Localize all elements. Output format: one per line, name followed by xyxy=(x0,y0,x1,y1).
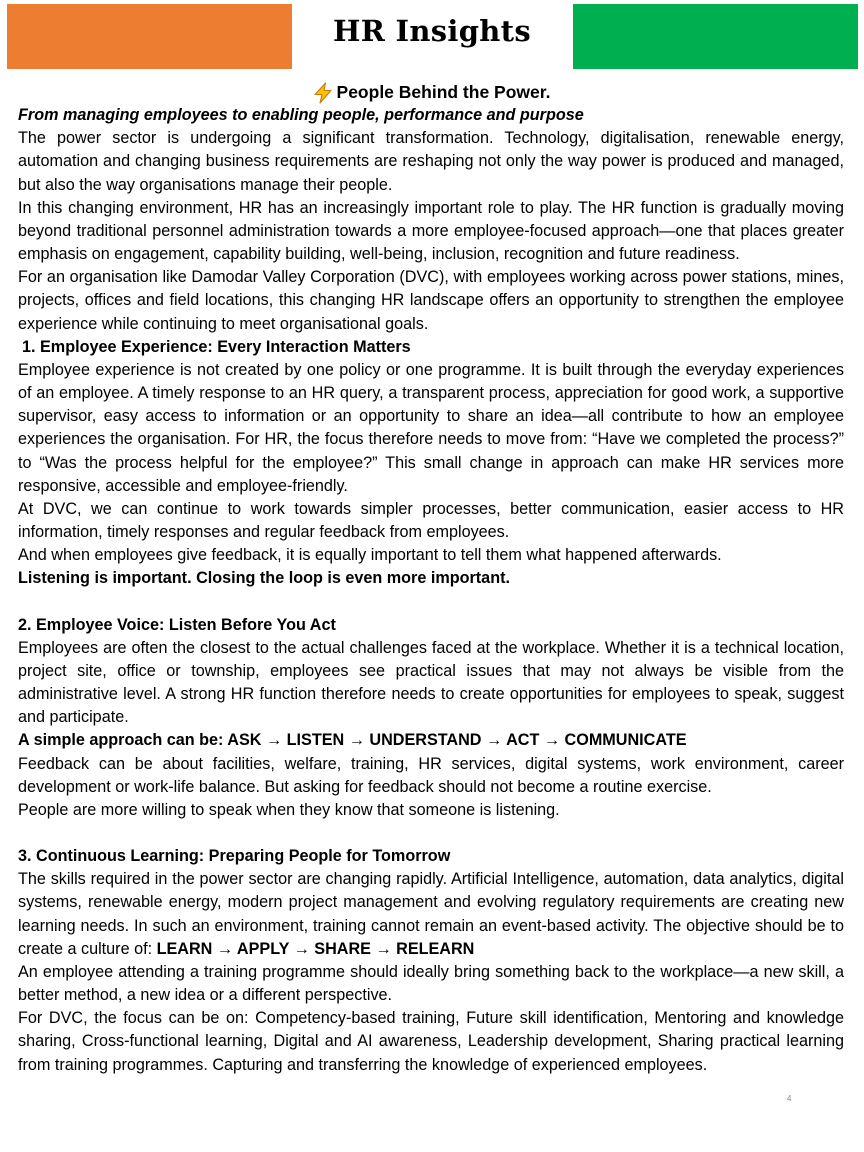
section-spacer xyxy=(18,822,844,845)
section-3-paragraph-1 xyxy=(18,868,844,961)
page-number: 4 xyxy=(787,1094,792,1103)
learning-cycle: LEARN → APPLY → SHARE → RELEARN xyxy=(156,939,475,958)
section-1-heading: 1. Employee Experience: Every Interaction Matters xyxy=(22,337,411,356)
section-2-paragraph-1: Employees are often the closest to the actual challenges faced at the workplace. Whether it is a technical location, project site, office or township, employees see practical issues that may not always be visible from the administrative level. A strong HR function therefore needs to create opportunities for employees to speak, suggest and participate. xyxy=(18,638,844,727)
section-2-approach: A simple approach can be: ASK → LISTEN → UNDERSTAND → ACT → COMMUNICATE xyxy=(18,731,687,750)
lightning-bolt-icon xyxy=(312,82,334,104)
section-3-heading: 3. Continuous Learning: Preparing People for Tomorrow xyxy=(18,847,451,866)
article-title-row xyxy=(18,81,844,104)
section-1-highlight: Listening is important. Closing the loop is even more important. xyxy=(18,569,510,588)
section-spacer xyxy=(18,590,844,613)
intro-paragraph-1: The power sector is undergoing a significant transformation. Technology, digitalisation, renewable energy, automation and changing business requirements are reshaping not only the way power is produced and managed, but also the way organisations manage their people. xyxy=(18,129,844,194)
section-3-paragraph-3: For DVC, the focus can be on: Competency-based training, Future skill identification, Mentoring and knowledge sharing, Cross-functional learning, Digital and AI awareness, Leadership development, Sharing practical learning from training programmes. Capturing and transferring the knowledge of experienced employees. xyxy=(18,1009,844,1074)
intro-paragraph-2: In this changing environment, HR has an increasingly important role to play. The HR function is gradually moving beyond traditional personnel administration towards a more employee-focused approach—one that places greater emphasis on engagement, capability building, well-being, inclusion, recognition and future readiness. xyxy=(18,198,844,264)
section-3-paragraph-1-text: The skills required in the power sector are changing rapidly. Artificial Intelligence, automation, data analytics, digital systems, renewable energy, modern project management and evolving regulatory requirements are creating new learning needs. In such an environment, training cannot remain an event-based activity. The objective should be to create a culture of: xyxy=(18,870,844,958)
section-2-paragraph-2: Feedback can be about facilities, welfare, training, HR services, digital systems, work environment, career development or work-life balance. But asking for feedback should not become a routine exercise. xyxy=(18,754,844,796)
page-title: HR Insights xyxy=(333,14,531,48)
section-1-paragraph-2: At DVC, we can continue to work towards simpler processes, better communication, easier access to HR information, timely responses and regular feedback from employees. xyxy=(18,499,844,541)
article-body xyxy=(18,81,844,1077)
section-2-heading: 2. Employee Voice: Listen Before You Act xyxy=(18,615,336,634)
section-2-paragraph-3: People are more willing to speak when they know that someone is listening. xyxy=(18,800,560,819)
section-1-paragraph-3: And when employees give feedback, it is equally important to tell them what happened afterwards. xyxy=(18,546,722,565)
article-title: People Behind the Power. xyxy=(336,82,551,102)
intro-paragraph-3: For an organisation like Damodar Valley Corporation (DVC), with employees working across power stations, mines, projects, offices and field locations, this changing HR landscape offers an opportunity to strengthen the employee experience while continuing to meet organisational goals. xyxy=(18,268,844,333)
section-1-paragraph-1: Employee experience is not created by one policy or one programme. It is built through the everyday experiences of an employee. A timely response to an HR query, a transparent process, appreciation for good work, a supportive supervisor, easy access to information or an opportunity to share an idea—all contribute to how an employee experiences the organisation. For HR, the focus therefore needs to move from: “Have we completed the process?” to “Was the process helpful for the employee?” This small change in approach can make HR services more responsive, accessible and employee-friendly. xyxy=(18,360,844,495)
section-3-paragraph-2: An employee attending a training programme should ideally bring something back to the workplace—a new skill, a better method, a new idea or a different perspective. xyxy=(18,962,844,1005)
article-tagline: From managing employees to enabling people, performance and purpose xyxy=(18,106,584,125)
